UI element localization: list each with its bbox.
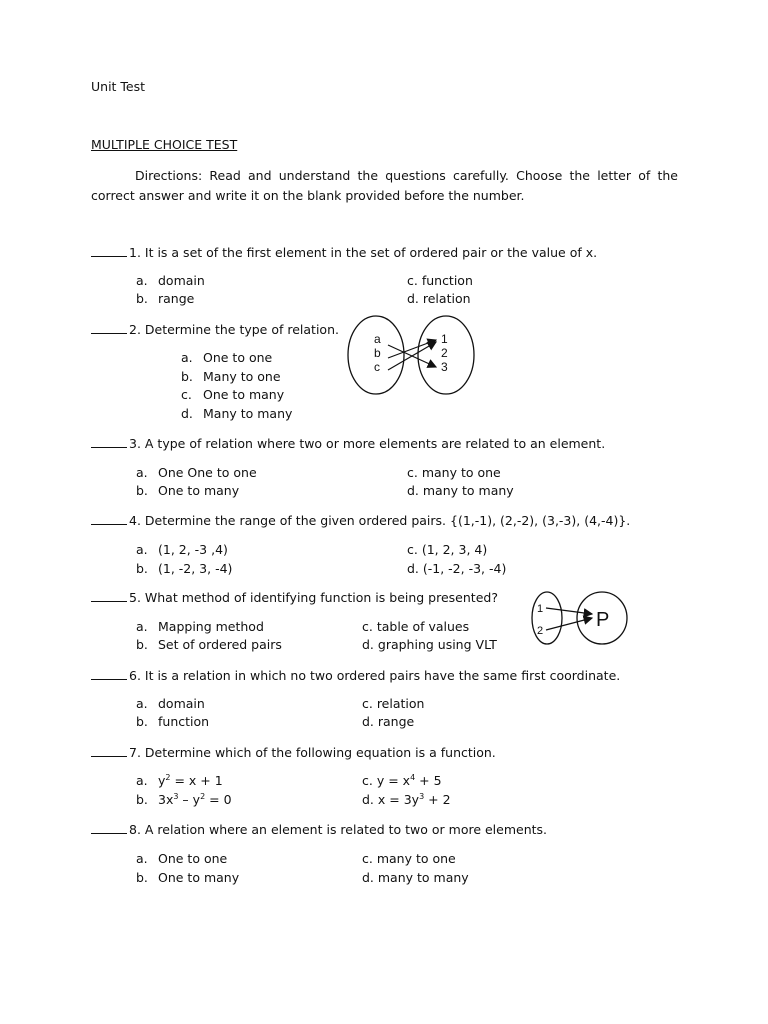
q2-option-d-letter: d.	[181, 406, 193, 421]
q5-option-c: c. table of values	[362, 619, 470, 634]
answer-blank[interactable]	[91, 512, 127, 525]
question-5: 5. What method of identifying function is being presented?	[91, 589, 498, 606]
answer-blank[interactable]	[91, 744, 127, 757]
diagram-left-label: b	[374, 346, 381, 360]
answer-blank[interactable]	[91, 321, 127, 334]
question-3: 3. A type of relation where two or more elements are related to an element.	[91, 435, 605, 452]
q2-option-b: Many to one	[203, 369, 281, 384]
q1-option-b-letter: b.	[136, 291, 148, 306]
q5-option-d: d. graphing using VLT	[362, 637, 497, 652]
answer-blank[interactable]	[91, 244, 127, 257]
q5-option-b-letter: b.	[136, 637, 148, 652]
mapping-arrow	[546, 608, 592, 614]
mapping-arrow	[388, 342, 436, 370]
q1-option-b: range	[158, 291, 195, 306]
q3-option-b-letter: b.	[136, 483, 148, 498]
diagram-right-label: 3	[441, 360, 448, 374]
document-title: Unit Test	[91, 79, 146, 94]
answer-blank[interactable]	[91, 667, 127, 680]
q1-option-a-letter: a.	[136, 273, 148, 288]
diagram-left-label: 2	[537, 625, 544, 637]
q7-option-a-letter: a.	[136, 773, 148, 788]
q2-option-b-letter: b.	[181, 369, 193, 384]
q1-option-d: d. relation	[407, 291, 471, 306]
directions-text: Directions: Read and understand the questions carefully. Choose the letter of the correct answer and write it on the blank provided before the number.	[91, 168, 678, 203]
question-8: 8. A relation where an element is related to two or more elements.	[91, 821, 547, 838]
relation-mapping-diagram	[340, 308, 482, 398]
q4-option-b-letter: b.	[136, 561, 148, 576]
q2-option-c: One to many	[203, 387, 285, 402]
q8-option-a-letter: a.	[136, 851, 148, 866]
q4-option-a-letter: a.	[136, 542, 148, 557]
question-6: 6. It is a relation in which no two ordered pairs have the same first coordinate.	[91, 667, 620, 684]
q1-option-c: c. function	[407, 273, 473, 288]
answer-blank[interactable]	[91, 589, 127, 602]
q8-option-d: d. many to many	[362, 870, 469, 885]
q6-option-a-letter: a.	[136, 696, 148, 711]
diagram-left-label: a	[374, 332, 381, 346]
q4-option-d: d. (-1, -2, -3, -4)	[407, 561, 507, 576]
q4-option-b: (1, -2, 3, -4)	[158, 561, 233, 576]
q2-option-a-letter: a.	[181, 350, 193, 365]
q3-option-d: d. many to many	[407, 483, 514, 498]
mapping-arrow	[388, 340, 436, 358]
q3-option-b: One to many	[158, 483, 240, 498]
q3-option-a-letter: a.	[136, 465, 148, 480]
q6-option-c: c. relation	[362, 696, 425, 711]
q6-option-a: domain	[158, 696, 205, 711]
question-4: 4. Determine the range of the given ordered pairs. {(1,-1), (2,-2), (3,-3), (4,-4)}.	[91, 512, 630, 529]
q7-option-d: d. $x = 3y^3 + 2$	[362, 791, 451, 807]
mapping-arrow	[546, 618, 592, 630]
q5-option-a: Mapping method	[158, 619, 264, 634]
q3-option-c: c. many to one	[407, 465, 501, 480]
q4-option-a: (1, 2, -3 ,4)	[158, 542, 228, 557]
question-2: 2. Determine the type of relation.	[91, 321, 339, 338]
q1-option-a: domain	[158, 273, 205, 288]
q7-option-b-letter: b.	[136, 792, 148, 807]
answer-blank[interactable]	[91, 821, 127, 834]
q8-option-b-letter: b.	[136, 870, 148, 885]
q8-option-a: One to one	[158, 851, 228, 866]
diagram-right-label: P	[596, 609, 610, 631]
q5-option-b: Set of ordered pairs	[158, 637, 282, 652]
diagram-left-label: c	[374, 360, 380, 374]
q5-option-a-letter: a.	[136, 619, 148, 634]
q6-option-d: d. range	[362, 714, 415, 729]
q4-option-c: c. (1, 2, 3, 4)	[407, 542, 488, 557]
q7-option-a: $y^2 = x + 1$	[158, 772, 223, 788]
q8-option-c: c. many to one	[362, 851, 456, 866]
q6-option-b-letter: b.	[136, 714, 148, 729]
q3-option-a: One One to one	[158, 465, 257, 480]
diagram-right-label: 2	[441, 346, 448, 360]
q2-option-d: Many to many	[203, 406, 293, 421]
function-mapping-diagram	[530, 586, 630, 656]
diagram-right-label: 1	[441, 332, 448, 346]
diagram-left-label: 1	[537, 603, 544, 615]
q8-option-b: One to many	[158, 870, 240, 885]
q7-option-c: c. $y = x^4 + 5$	[362, 772, 442, 788]
question-7: 7. Determine which of the following equation is a function.	[91, 744, 496, 761]
section-heading: MULTIPLE CHOICE TEST	[91, 137, 238, 152]
answer-blank[interactable]	[91, 435, 127, 448]
q2-option-a: One to one	[203, 350, 273, 365]
question-1: 1. It is a set of the first element in the set of ordered pair or the value of x.	[91, 244, 597, 261]
q2-option-c-letter: c.	[181, 387, 192, 402]
q6-option-b: function	[158, 714, 210, 729]
q7-option-b: $3x^3 - y^2 = 0$	[158, 791, 232, 807]
